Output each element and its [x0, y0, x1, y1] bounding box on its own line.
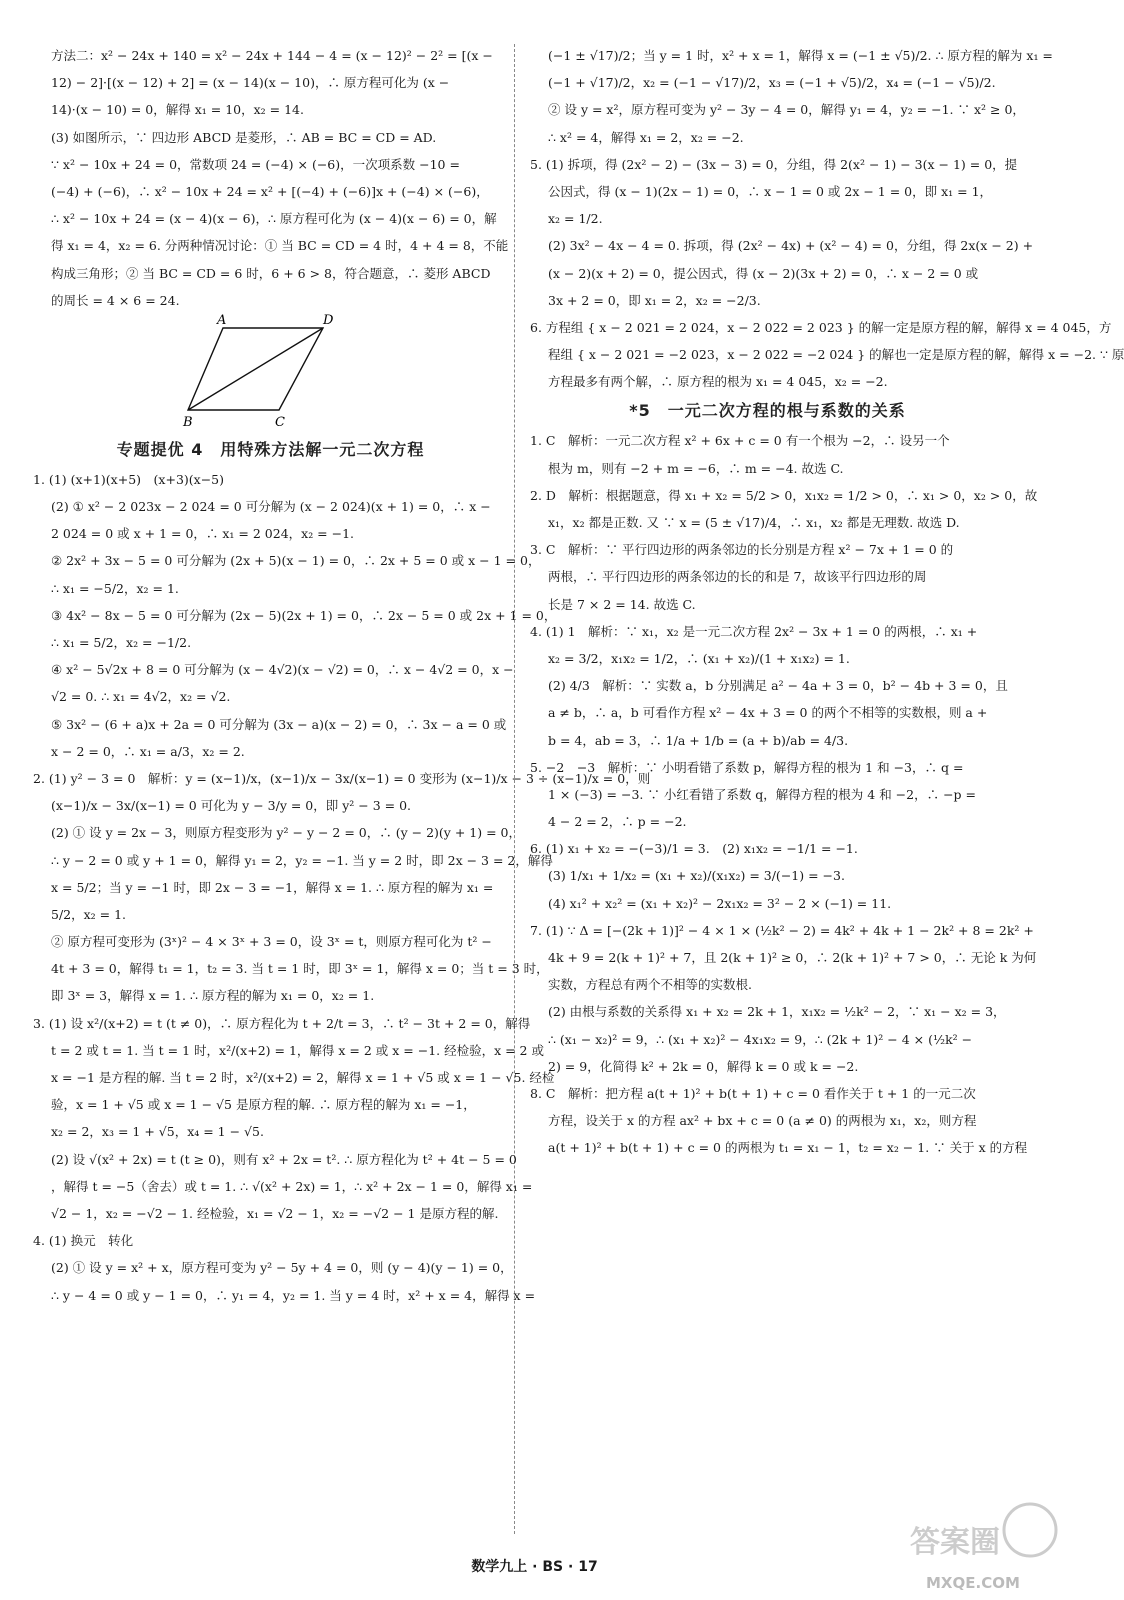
- text-line: 2) = 9，化简得 k² + 2k = 0，解得 k = 0 或 k = −2.: [548, 1058, 859, 1074]
- text-line: (x−1)/x − 3x/(x−1) = 0 可化为 y − 3/y = 0，即 y² − 3 = 0.: [51, 798, 412, 814]
- text-line: 12) − 2]·[(x − 12) + 2] = (x − 14)(x − 10)，∴ 原方程可化为 (x −: [51, 75, 450, 91]
- rhombus-diagonal: [188, 328, 323, 410]
- text-line: x₂ = 2，x₃ = 1 + √5，x₄ = 1 − √5.: [51, 1124, 264, 1140]
- text-line: ∴ x² − 10x + 24 = (x − 4)(x − 6)，∴ 原方程可化为 (x − 4)(x − 6) = 0，解: [51, 211, 497, 227]
- text-line: 8. C 解析：把方程 a(t + 1)² + b(t + 1) + c = 0 看作关于 t + 1 的一元二次: [530, 1085, 976, 1101]
- vertex-a-label: A: [217, 312, 227, 328]
- text-line: (3) 如图所示，∵ 四边形 ABCD 是菱形，∴ AB = BC = CD = AD.: [51, 129, 437, 145]
- text-line: t = 2 或 t = 1. 当 t = 1 时，x²/(x+2) = 1，解得 x = 2 或 x = −1. 经检验，x = 2 或: [51, 1042, 544, 1058]
- vertex-d-label: D: [323, 312, 334, 328]
- text-line: 得 x₁ = 4，x₂ = 6. 分两种情况讨论：① 当 BC = CD = 4 时，4 + 4 = 8，不能: [51, 238, 509, 254]
- text-line: 4k + 9 = 2(k + 1)² + 7，且 2(k + 1)² ≥ 0，∴ 2(k + 1)² + 7 > 0，∴ 无论 k 为何: [548, 950, 1037, 965]
- text-line: (3) 1/x₁ + 1/x₂ = (x₁ + x₂)/(x₁x₂) = 3/(−1) = −3.: [548, 868, 845, 884]
- text-line: (2) ① x² − 2 023x − 2 024 = 0 可分解为 (x − 2 024)(x + 1) = 0，∴ x −: [51, 499, 491, 515]
- text-line: 4. (1) 换元 转化: [33, 1233, 134, 1249]
- text-line: ∴ x² = 4，解得 x₁ = 2，x₂ = −2.: [548, 129, 744, 145]
- text-line: (2) 4/3 解析：∵ 实数 a，b 分别满足 a² − 4a + 3 = 0，b² − 4b + 3 = 0，且: [548, 678, 1008, 694]
- section-heading-special-methods: 专题提优 4 用特殊方法解一元二次方程: [116, 439, 425, 459]
- text-line: 3. C 解析：∵ 平行四边形的两条邻边的长分别是方程 x² − 7x + 1 = 0 的: [530, 542, 954, 558]
- text-line: 两根，∴ 平行四边形的两条邻边的长的和是 7，故该平行四边形的周: [548, 569, 927, 585]
- text-line: (−1 + √17)/2，x₂ = (−1 − √17)/2，x₃ = (−1 + √5)/2，x₄ = (−1 − √5)/2.: [548, 75, 996, 91]
- text-line: 5. (1) 拆项，得 (2x² − 2) − (3x − 3) = 0，分组，得 2(x² − 1) − 3(x − 1) = 0，提: [530, 156, 1018, 172]
- text-line: 6. 方程组 { x − 2 021 = 2 024，x − 2 022 = 2 023 } 的解一定是原方程的解，解得 x = 4 045，方: [530, 319, 1112, 335]
- rhombus-figure: [183, 314, 363, 432]
- text-line: (2) 设 √(x² + 2x) = t (t ≥ 0)，则有 x² + 2x = t². ∴ 原方程化为 t² + 4t − 5 = 0: [51, 1151, 517, 1167]
- text-line: 2 024 = 0 或 x + 1 = 0，∴ x₁ = 2 024，x₂ = −1.: [51, 526, 355, 542]
- text-line: 方程最多有两个解，∴ 原方程的根为 x₁ = 4 045，x₂ = −2.: [548, 374, 888, 390]
- text-line: ∴ x₁ = 5/2，x₂ = −1/2.: [51, 635, 192, 650]
- watermark-url-text: MXQE.COM: [926, 1574, 1020, 1592]
- text-line: (x − 2)(x + 2) = 0，提公因式，得 (x − 2)(3x + 2) = 0，∴ x − 2 = 0 或: [548, 265, 979, 281]
- text-line: ② 2x² + 3x − 5 = 0 可分解为 (2x + 5)(x − 1) = 0，∴ 2x + 5 = 0 或 x − 1 = 0，: [51, 553, 541, 569]
- text-line: 3. (1) 设 x²/(x+2) = t (t ≠ 0)，∴ 原方程化为 t + 2/t = 3，∴ t² − 3t + 2 = 0，解得: [33, 1015, 531, 1031]
- text-line: ④ x² − 5√2x + 8 = 0 可分解为 (x − 4√2)(x − √2) = 0，∴ x − 4√2 = 0，x −: [51, 662, 514, 678]
- text-line: 4t + 3 = 0，解得 t₁ = 1，t₂ = 3. 当 t = 1 时，即 3ˣ = 1，解得 x = 0；当 t = 3 时，: [51, 961, 549, 977]
- text-line: ∵ x² − 10x + 24 = 0，常数项 24 = (−4) × (−6)，一次项系数 −10 =: [51, 156, 460, 172]
- text-line: x − 2 = 0，∴ x₁ = a/3，x₂ = 2.: [51, 743, 245, 759]
- text-line: 5/2，x₂ = 1.: [51, 906, 127, 922]
- column-divider: [514, 44, 515, 1534]
- left-block-1: [33, 42, 508, 314]
- text-line: (2) ① 设 y = 2x − 3，则原方程变形为 y² − y − 2 = 0，∴ (y − 2)(y + 1) = 0，: [51, 825, 521, 841]
- text-line: 实数，方程总有两个不相等的实数根.: [548, 977, 752, 993]
- text-line: 7. (1) ∵ Δ = [−(2k + 1)]² − 4 × 1 × (½k² − 2) = 4k² + 4k + 1 − 2k² + 8 = 2k² +: [530, 922, 1034, 938]
- text-line: 长是 7 × 2 = 14. 故选 C.: [548, 596, 696, 612]
- vertex-c-label: C: [275, 414, 285, 430]
- text-line: ∴ (x₁ − x₂)² = 9，∴ (x₁ + x₂)² − 4x₁x₂ = 9，∴ (2k + 1)² − 4 × (½k² −: [548, 1031, 973, 1047]
- text-line: (2) 3x² − 4x − 4 = 0. 拆项，得 (2x² − 4x) + (x² − 4) = 0，分组，得 2x(x − 2) +: [548, 238, 1034, 254]
- text-line: a ≠ b，∴ a，b 可看作方程 x² − 4x + 3 = 0 的两个不相等的实数根，则 a +: [548, 705, 988, 721]
- text-line: ，解得 t = −5（舍去）或 t = 1. ∴ √(x² + 2x) = 1，∴ x² + 2x − 1 = 0，解得 x₁ =: [51, 1178, 533, 1194]
- text-line: (2) ① 设 y = x² + x，原方程可变为 y² − 5y + 4 = 0，则 (y − 4)(y − 1) = 0，: [51, 1260, 513, 1276]
- text-line: 3x + 2 = 0，即 x₁ = 2，x₂ = −2/3.: [548, 292, 761, 308]
- text-line: 根为 m，则有 −2 + m = −6，∴ m = −4. 故选 C.: [548, 460, 844, 476]
- text-line: 验，x = 1 + √5 或 x = 1 − √5 是原方程的解. ∴ 原方程的解为 x₁ = −1，: [51, 1097, 476, 1113]
- text-line: ∴ x₁ = −5/2，x₂ = 1.: [51, 580, 179, 596]
- text-line: ③ 4x² − 8x − 5 = 0 可分解为 (2x − 5)(2x + 1) = 0，∴ 2x − 5 = 0 或 2x + 1 = 0，: [51, 607, 557, 623]
- page-footer: 数学九上 · BS · 17: [471, 1559, 598, 1575]
- text-line: 即 3ˣ = 3，解得 x = 1. ∴ 原方程的解为 x₁ = 0，x₂ = 1.: [51, 988, 375, 1004]
- text-line: (4) x₁² + x₂² = (x₁ + x₂)² − 2x₁x₂ = 3² − 2 × (−1) = 11.: [548, 895, 892, 911]
- text-line: x₂ = 3/2，x₁x₂ = 1/2，∴ (x₁ + x₂)/(1 + x₁x₂) = 1.: [548, 650, 850, 666]
- text-line: 程组 { x − 2 021 = −2 023，x − 2 022 = −2 024 } 的解也一定是原方程的解，解得 x = −2. ∵ 原: [548, 347, 1124, 363]
- text-line: 构成三角形；② 当 BC = CD = 6 时，6 + 6 > 8，符合题意，∴ 菱形 ABCD: [51, 265, 491, 281]
- text-line: 4. (1) 1 解析：∵ x₁，x₂ 是一元二次方程 2x² − 3x + 1 = 0 的两根，∴ x₁ +: [530, 623, 978, 639]
- text-line: (−4) + (−6)，∴ x² − 10x + 24 = x² + [(−4) + (−6)]x + (−4) × (−6)，: [51, 183, 489, 199]
- text-line: ② 原方程可变形为 (3ˣ)² − 4 × 3ˣ + 3 = 0，设 3ˣ = t，则原方程可化为 t² −: [51, 934, 492, 950]
- text-line: 6. (1) x₁ + x₂ = −(−3)/1 = 3. (2) x₁x₂ = −1/1 = −1.: [530, 841, 858, 857]
- text-line: ⑤ 3x² − (6 + a)x + 2a = 0 可分解为 (3x − a)(x − 2) = 0，∴ 3x − a = 0 或: [51, 716, 507, 732]
- section-heading-root-coefficient: *5 一元二次方程的根与系数的关系: [629, 401, 906, 421]
- text-line: (2) 由根与系数的关系得 x₁ + x₂ = 2k + 1，x₁x₂ = ½k² − 2，∵ x₁ − x₂ = 3，: [548, 1004, 1006, 1020]
- text-line: 2. D 解析：根据题意，得 x₁ + x₂ = 5/2 > 0，x₁x₂ = 1/2 > 0，∴ x₁ > 0，x₂ > 0，故: [530, 487, 1038, 503]
- text-line: 方程，设关于 x 的方程 ax² + bx + c = 0 (a ≠ 0) 的两根为 x₁，x₂，则方程: [548, 1113, 977, 1129]
- rhombus-diagram: [33, 314, 508, 434]
- text-line: ∴ y − 2 = 0 或 y + 1 = 0，解得 y₁ = 2，y₂ = −1. 当 y = 2 时，即 2x − 3 = 2，解得: [51, 852, 553, 868]
- text-line: 2. (1) y² − 3 = 0 解析：y = (x−1)/x，(x−1)/x − 3x/(x−1) = 0 变形为 (x−1)/x − 3 ÷ (x−1)/x = 0，则: [33, 770, 651, 786]
- text-line: x = −1 是方程的解. 当 t = 2 时，x²/(x+2) = 2，解得 x = 1 + √5 或 x = 1 − √5. 经检: [51, 1070, 555, 1085]
- text-line: x₁，x₂ 都是正数. 又 ∵ x = (5 ± √17)/4，∴ x₁，x₂ 都是无理数. 故选 D.: [548, 515, 960, 530]
- text-line: b = 4，ab = 3，∴ 1/a + 1/b = (a + b)/ab = 4/3.: [548, 732, 849, 748]
- text-line: √2 − 1，x₂ = −√2 − 1. 经检验，x₁ = √2 − 1，x₂ = −√2 − 1 是原方程的解.: [51, 1205, 499, 1221]
- watermark-cn-text: 答案圈: [910, 1525, 1000, 1560]
- text-line: (−1 ± √17)/2；当 y = 1 时，x² + x = 1，解得 x = (−1 ± √5)/2. ∴ 原方程的解为 x₁ =: [548, 48, 1053, 63]
- text-line: 1. C 解析：一元二次方程 x² + 6x + c = 0 有一个根为 −2，∴ 设另一个: [530, 433, 950, 449]
- text-line: x = 5/2；当 y = −1 时，即 2x − 3 = −1，解得 x = 1. ∴ 原方程的解为 x₁ =: [51, 879, 494, 895]
- text-line: x₂ = 1/2.: [548, 211, 603, 227]
- watermark-logo: [880, 1500, 1060, 1600]
- text-line: √2 = 0. ∴ x₁ = 4√2，x₂ = √2.: [51, 689, 231, 705]
- text-line: 1 × (−3) = −3. ∵ 小红看错了系数 q，解得方程的根为 4 和 −2，∴ −p =: [548, 786, 976, 802]
- watermark-ring: [1004, 1504, 1056, 1556]
- right-block-1: [530, 42, 1124, 395]
- text-line: a(t + 1)² + b(t + 1) + c = 0 的两根为 t₁ = x₁ − 1，t₂ = x₂ − 1. ∵ 关于 x 的方程: [548, 1140, 1028, 1156]
- vertex-b-label: B: [183, 414, 193, 430]
- text-line: ∴ y − 4 = 0 或 y − 1 = 0，∴ y₁ = 4，y₂ = 1. 当 y = 4 时，x² + x = 4，解得 x =: [51, 1287, 536, 1303]
- right-column: [530, 42, 1124, 1162]
- text-line: 方法二：x² − 24x + 140 = x² − 24x + 144 − 4 = (x − 12)² − 2² = [(x −: [51, 48, 493, 63]
- text-line: 的周长 = 4 × 6 = 24.: [51, 292, 180, 308]
- text-line: 5. −2 −3 解析：∵ 小明看错了系数 p，解得方程的根为 1 和 −3，∴ q =: [530, 759, 964, 775]
- text-line: 4 − 2 = 2，∴ p = −2.: [548, 814, 687, 830]
- text-line: ② 设 y = x²，原方程可变为 y² − 3y − 4 = 0，解得 y₁ = 4，y₂ = −1. ∵ x² ≥ 0，: [548, 102, 1025, 118]
- text-line: 1. (1) (x+1)(x+5) (x+3)(x−5): [33, 471, 224, 487]
- right-block-2: [530, 427, 1038, 1161]
- text-line: 14)·(x − 10) = 0，解得 x₁ = 10，x₂ = 14.: [51, 102, 304, 118]
- text-line: 公因式，得 (x − 1)(2x − 1) = 0，∴ x − 1 = 0 或 2x − 1 = 0，即 x₁ = 1，: [548, 183, 993, 199]
